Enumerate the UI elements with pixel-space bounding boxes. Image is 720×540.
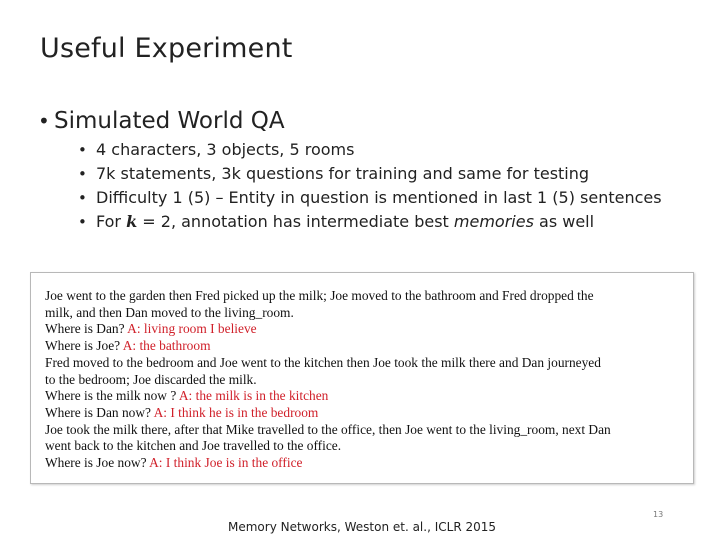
qa-line-text: Where is Dan? [45,321,128,337]
sub-bullet [78,162,708,186]
qa-line-text: Where is the milk now ? [45,388,179,404]
qa-line-text: Where is Joe now? [45,455,150,471]
sub-bullet-prefix: For [96,212,127,231]
footer-citation: Memory Networks, Weston et. al., ICLR 2015 [228,520,497,534]
sub-bullet-suffix: as well [533,212,595,231]
bullet-dot-icon: • [78,141,87,159]
qa-line [45,422,685,439]
qa-line-text: Joe took the milk there, after that Mike travelled to the office, then Joe went to the living_room, next Dan [45,421,611,437]
bullet-dot-icon: • [78,213,87,231]
qa-answer: A: living room I believe [127,321,257,337]
qa-line-text: Joe went to the garden then Fred picked up the milk; Joe moved to the bathroom and Fred dropped the [45,288,594,303]
qa-line [45,372,685,389]
bullet-dot-icon: • [38,109,50,133]
main-bullet-text: Simulated World QA [54,108,285,134]
qa-line [45,405,685,422]
qa-example-box [30,272,694,484]
sub-bullet-text: Difficulty 1 (5) – Entity in question is mentioned in last 1 (5) sentences [96,188,662,207]
page-number: 13 [653,510,664,519]
bullet-list [38,106,708,234]
sub-bullet [78,210,708,234]
emphasis-memories: memories [453,212,534,231]
qa-answer: A: the milk is in the kitchen [178,388,329,404]
sub-bullet [78,186,708,210]
qa-line [45,438,685,455]
qa-answer: A: I think Joe is in the office [149,455,303,471]
qa-line-text: Where is Dan now? [45,404,154,420]
sub-bullet-middle: = 2, annotation has intermediate best [137,212,454,231]
math-variable-k: k [126,212,138,231]
qa-line [45,321,685,338]
qa-line-text: Fred moved to the bedroom and Joe went to the kitchen then Joe took the milk there and Dan journeyed [45,354,601,370]
qa-line-text: to the bedroom; Joe discarded the milk. [45,371,257,387]
sub-bullet-list [78,138,708,234]
qa-line [45,305,685,322]
bullet-dot-icon: • [78,189,87,207]
main-bullet [38,106,708,136]
qa-line [45,338,685,355]
sub-bullet-text: 7k statements, 3k questions for training and same for testing [96,164,590,183]
qa-line [45,388,685,405]
qa-answer: A: I think he is in the bedroom [153,404,319,420]
qa-line [45,455,685,472]
qa-example-lines [45,288,685,472]
slide-title: Useful Experiment [40,33,293,64]
qa-line [45,355,685,372]
sub-bullet-text: 4 characters, 3 objects, 5 rooms [96,140,355,159]
qa-line-text: Where is Joe? [45,338,123,354]
qa-line-text: went back to the kitchen and Joe travelled to the office. [45,438,342,454]
bullet-dot-icon: • [78,165,87,183]
qa-line-text: milk, and then Dan moved to the living_room. [45,304,294,320]
qa-answer: A: the bathroom [122,338,211,354]
sub-bullet [78,138,708,162]
qa-line [45,288,685,305]
